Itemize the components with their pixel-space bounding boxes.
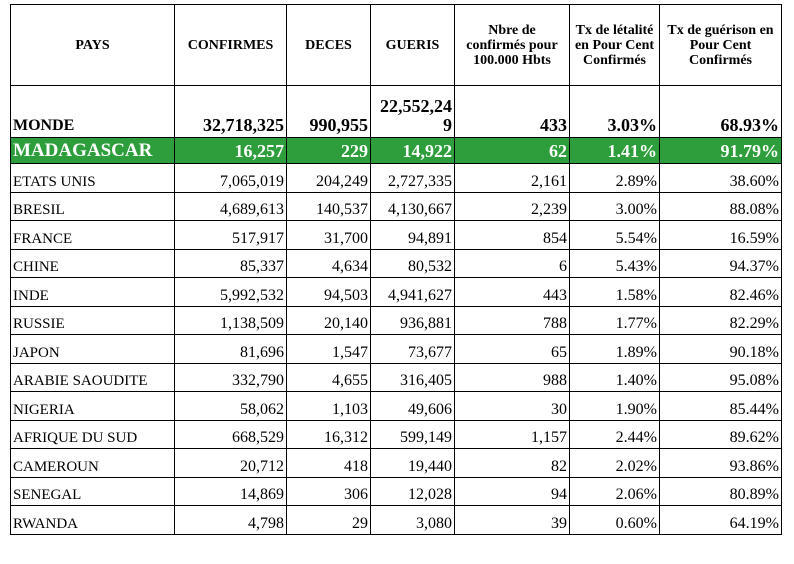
cell-name: RWANDA: [11, 506, 175, 535]
world-confirmes: 32,718,325: [175, 86, 287, 138]
cell-gueris: 49,606: [371, 392, 455, 421]
cell-deces: 16,312: [287, 420, 371, 449]
table-row: [11, 477, 782, 506]
header-pays: PAYS: [11, 5, 175, 86]
cell-gueris: 936,881: [371, 306, 455, 335]
cell-deces: 418: [287, 449, 371, 478]
cell-name: INDE: [11, 278, 175, 307]
cell-name: FRANCE: [11, 221, 175, 250]
cell-name: CAMEROUN: [11, 449, 175, 478]
cell-gueris: 12,028: [371, 477, 455, 506]
cell-deces: 1,547: [287, 335, 371, 364]
header-letalite: Tx de létalité en Pour Cent Confirmés: [570, 5, 660, 86]
header-gueris: GUERIS: [371, 5, 455, 86]
header-per-100k: Nbre de confirmés pour 100.000 Hbts: [455, 5, 570, 86]
cell-per100k: 443: [455, 278, 570, 307]
cell-name: RUSSIE: [11, 306, 175, 335]
cell-confirmes: 4,689,613: [175, 192, 287, 221]
cell-letalite: 1.58%: [570, 278, 660, 307]
highlight-per100k: 62: [455, 138, 570, 164]
cell-guerison: 82.46%: [660, 278, 782, 307]
table-row: [11, 363, 782, 392]
table-row: [11, 278, 782, 307]
cell-name: JAPON: [11, 335, 175, 364]
table-row: [11, 392, 782, 421]
cell-letalite: 2.44%: [570, 420, 660, 449]
cell-guerison: 94.37%: [660, 249, 782, 278]
world-per100k: 433: [455, 86, 570, 138]
cell-deces: 204,249: [287, 164, 371, 193]
cell-per100k: 854: [455, 221, 570, 250]
cell-letalite: 1.77%: [570, 306, 660, 335]
highlight-guerison: 91.79%: [660, 138, 782, 164]
highlight-letalite: 1.41%: [570, 138, 660, 164]
table-row: [11, 335, 782, 364]
cell-guerison: 89.62%: [660, 420, 782, 449]
world-deces: 990,955: [287, 86, 371, 138]
cell-per100k: 82: [455, 449, 570, 478]
cell-gueris: 80,532: [371, 249, 455, 278]
cell-per100k: 6: [455, 249, 570, 278]
covid-stats-table: [10, 4, 782, 535]
cell-name: BRESIL: [11, 192, 175, 221]
cell-guerison: 90.18%: [660, 335, 782, 364]
cell-deces: 94,503: [287, 278, 371, 307]
cell-per100k: 94: [455, 477, 570, 506]
cell-per100k: 30: [455, 392, 570, 421]
table-row: [11, 506, 782, 535]
cell-confirmes: 5,992,532: [175, 278, 287, 307]
table-row: [11, 420, 782, 449]
cell-gueris: 4,941,627: [371, 278, 455, 307]
cell-confirmes: 332,790: [175, 363, 287, 392]
table-row: [11, 249, 782, 278]
header-deces: DECES: [287, 5, 371, 86]
cell-confirmes: 517,917: [175, 221, 287, 250]
world-guerison: 68.93%: [660, 86, 782, 138]
cell-confirmes: 58,062: [175, 392, 287, 421]
cell-confirmes: 1,138,509: [175, 306, 287, 335]
table-row: [11, 221, 782, 250]
cell-deces: 31,700: [287, 221, 371, 250]
cell-letalite: 5.54%: [570, 221, 660, 250]
cell-per100k: 1,157: [455, 420, 570, 449]
world-row: [11, 86, 782, 138]
table-row: [11, 164, 782, 193]
cell-guerison: 38.60%: [660, 164, 782, 193]
cell-name: CHINE: [11, 249, 175, 278]
cell-gueris: 3,080: [371, 506, 455, 535]
cell-deces: 29: [287, 506, 371, 535]
table-row: [11, 449, 782, 478]
cell-deces: 1,103: [287, 392, 371, 421]
cell-deces: 20,140: [287, 306, 371, 335]
cell-confirmes: 4,798: [175, 506, 287, 535]
cell-gueris: 94,891: [371, 221, 455, 250]
world-letalite: 3.03%: [570, 86, 660, 138]
cell-guerison: 93.86%: [660, 449, 782, 478]
cell-per100k: 788: [455, 306, 570, 335]
cell-confirmes: 20,712: [175, 449, 287, 478]
cell-confirmes: 668,529: [175, 420, 287, 449]
cell-letalite: 5.43%: [570, 249, 660, 278]
cell-per100k: 988: [455, 363, 570, 392]
cell-letalite: 2.89%: [570, 164, 660, 193]
cell-gueris: 19,440: [371, 449, 455, 478]
highlight-deces: 229: [287, 138, 371, 164]
cell-letalite: 2.02%: [570, 449, 660, 478]
cell-letalite: 2.06%: [570, 477, 660, 506]
cell-per100k: 2,161: [455, 164, 570, 193]
cell-gueris: 4,130,667: [371, 192, 455, 221]
cell-guerison: 80.89%: [660, 477, 782, 506]
cell-deces: 140,537: [287, 192, 371, 221]
header-confirmes: CONFIRMES: [175, 5, 287, 86]
cell-confirmes: 81,696: [175, 335, 287, 364]
cell-guerison: 95.08%: [660, 363, 782, 392]
cell-confirmes: 7,065,019: [175, 164, 287, 193]
table-row: [11, 306, 782, 335]
cell-gueris: 2,727,335: [371, 164, 455, 193]
cell-confirmes: 14,869: [175, 477, 287, 506]
cell-guerison: 85.44%: [660, 392, 782, 421]
cell-gueris: 599,149: [371, 420, 455, 449]
table-row: [11, 192, 782, 221]
cell-name: NIGERIA: [11, 392, 175, 421]
cell-confirmes: 85,337: [175, 249, 287, 278]
header-row: [11, 5, 782, 86]
cell-name: AFRIQUE DU SUD: [11, 420, 175, 449]
cell-letalite: 0.60%: [570, 506, 660, 535]
cell-guerison: 82.29%: [660, 306, 782, 335]
cell-letalite: 1.40%: [570, 363, 660, 392]
highlight-name: MADAGASCAR: [11, 138, 175, 164]
world-name: MONDE: [11, 86, 175, 138]
highlight-row: [11, 138, 782, 164]
cell-deces: 4,655: [287, 363, 371, 392]
cell-letalite: 3.00%: [570, 192, 660, 221]
cell-letalite: 1.89%: [570, 335, 660, 364]
cell-guerison: 16.59%: [660, 221, 782, 250]
header-guerison: Tx de guérison en Pour Cent Confirmés: [660, 5, 782, 86]
highlight-gueris: 14,922: [371, 138, 455, 164]
cell-deces: 306: [287, 477, 371, 506]
world-gueris: 22,552,249: [371, 86, 455, 138]
cell-per100k: 39: [455, 506, 570, 535]
cell-guerison: 88.08%: [660, 192, 782, 221]
cell-per100k: 65: [455, 335, 570, 364]
cell-letalite: 1.90%: [570, 392, 660, 421]
cell-per100k: 2,239: [455, 192, 570, 221]
cell-name: ARABIE SAOUDITE: [11, 363, 175, 392]
cell-name: ETATS UNIS: [11, 164, 175, 193]
highlight-confirmes: 16,257: [175, 138, 287, 164]
cell-deces: 4,634: [287, 249, 371, 278]
cell-gueris: 73,677: [371, 335, 455, 364]
cell-guerison: 64.19%: [660, 506, 782, 535]
cell-name: SENEGAL: [11, 477, 175, 506]
cell-gueris: 316,405: [371, 363, 455, 392]
